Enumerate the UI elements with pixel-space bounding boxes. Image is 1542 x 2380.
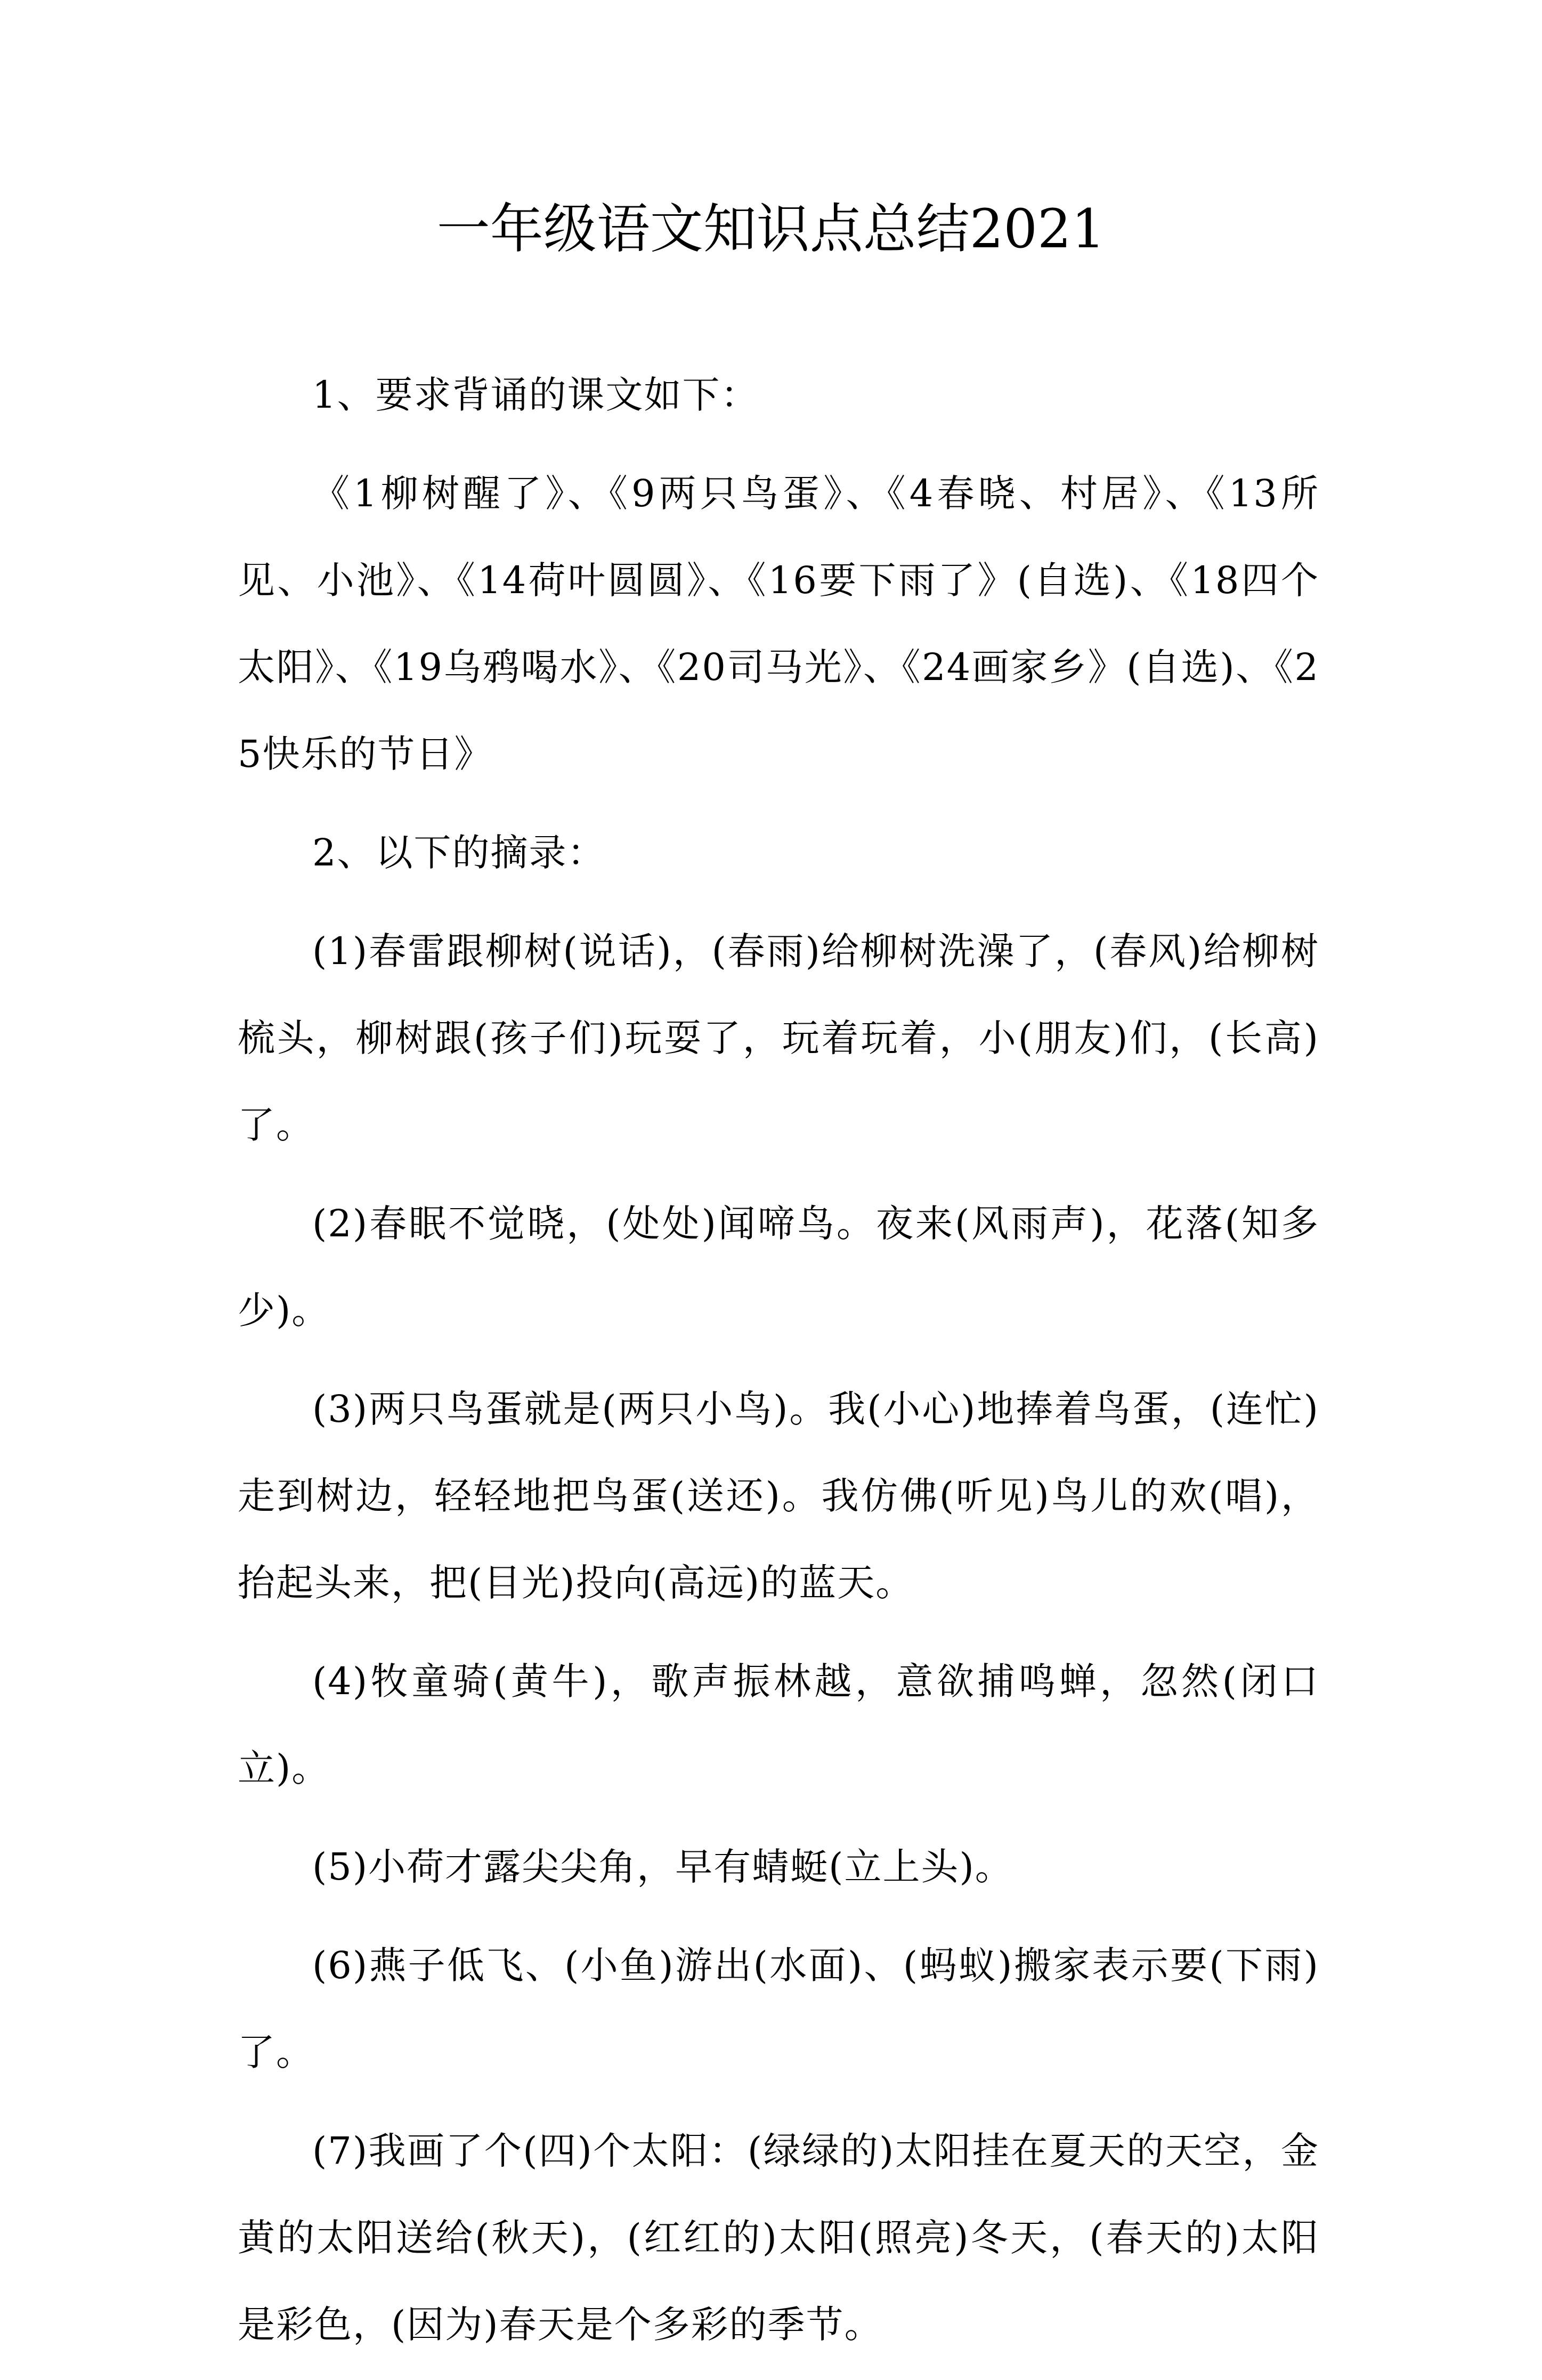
paragraph-excerpt-3: (3)两只鸟蛋就是(两只小鸟)。我(小心)地捧着鸟蛋，(连忙)走到树边，轻轻地把鸟蛋(送还)。我仿佛(听见)鸟儿的欢(唱)，抬起头来，把(目光)投向(高远)的蓝天。: [238, 1387, 1319, 1605]
paragraph-excerpt-4: (4)牧童骑(黄牛)，歌声振林越，意欲捕鸣蝉，忽然(闭口立)。: [238, 1659, 1319, 1790]
paragraph-excerpt-5: (5)小荷才露尖尖角，早有蜻蜓(立上头)。: [312, 1845, 1013, 1889]
paragraph-excerpt-heading: 2、以下的摘录：: [312, 831, 606, 875]
paragraph-excerpt-1: (1)春雷跟柳树(说话)，(春雨)给柳树洗澡了，(春风)给柳树梳头，柳树跟(孩子们)玩耍了，玩着玩着，小(朋友)们，(长高)了。: [238, 929, 1319, 1147]
paragraph-recitation-heading: 1、要求背诵的课文如下：: [312, 373, 759, 417]
paragraph-excerpt-6: (6)燕子低飞、(小鱼)游出(水面)、(蚂蚁)搬家表示要(下雨)了。: [238, 1944, 1319, 2074]
document-title: 一年级语文知识点总结2021: [436, 198, 1106, 260]
paragraph-excerpt-7: (7)我画了个(四)个太阳：(绿绿的)太阳挂在夏天的天空，金黄的太阳送给(秋天)，(红红的)太阳(照亮)冬天，(春天的)太阳是彩色，(因为)春天是个多彩的季节。: [238, 2129, 1319, 2346]
paragraph-recitation-list: 《1柳树醒了》、《9两只鸟蛋》、《4春晓、村居》、《13所见、小池》、《14荷叶圆圆》、《16要下雨了》(自选)、《18四个太阳》、《19乌鸦喝水》、《20司马光》、《24画家乡》(自选)、《25快乐的节日》: [238, 472, 1319, 776]
document-body: [238, 352, 1319, 2380]
paragraph-excerpt-2: (2)春眠不觉晓，(处处)闻啼鸟。夜来(风雨声)，花落(知多少)。: [238, 1202, 1319, 1332]
